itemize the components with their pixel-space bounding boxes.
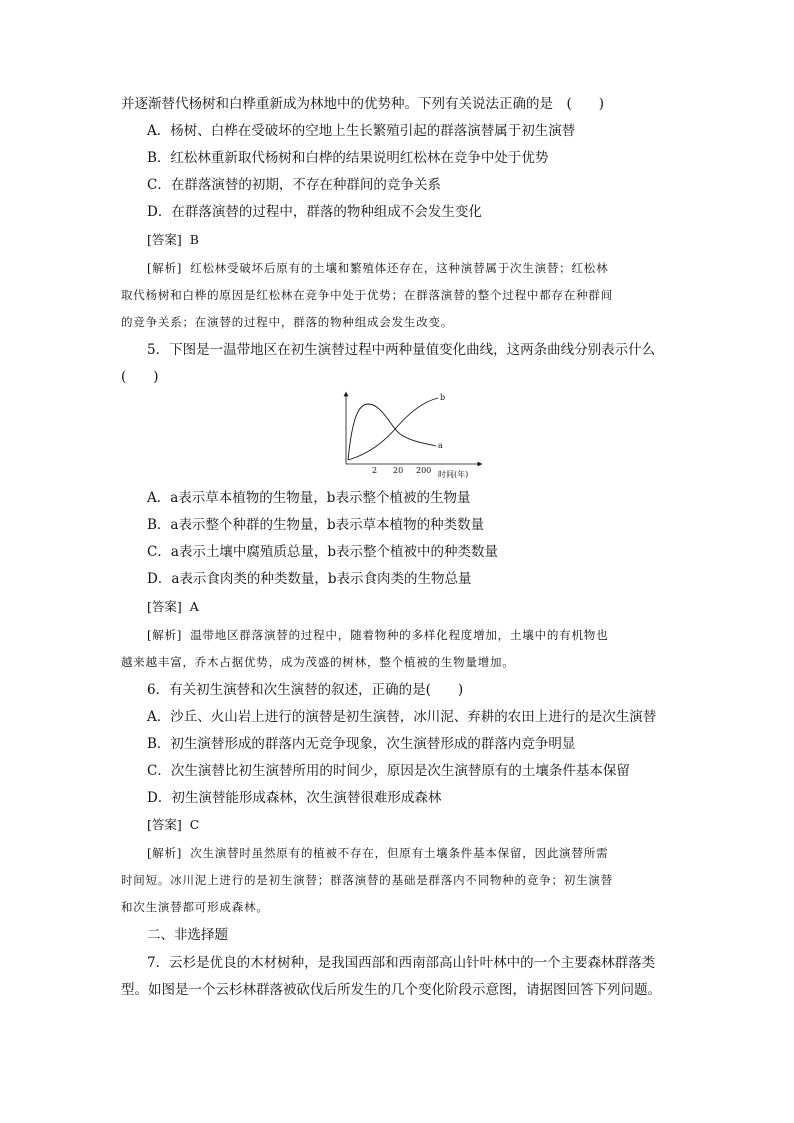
explain-text: 次生演替时虽然原有的植被不存在，但原有土壤条件基本保留，因此演替所需 bbox=[190, 846, 609, 860]
answer-tag: [答案] bbox=[147, 232, 182, 247]
q6-explain-line-1 bbox=[147, 844, 608, 862]
q5-stem-line-1: 5．下图是一温带地区在初生演替过程中两种量值变化曲线，这两条曲线分别表示什么 bbox=[147, 342, 656, 358]
explain-text: 红松林受破坏后原有的土壤和繁殖体还存在，这种演替属于次生演替；红松林 bbox=[190, 261, 609, 275]
q4-option-b: B．红松林重新取代杨树和白桦的结果说明红松林在竞争中处于优势 bbox=[147, 150, 549, 166]
q6-stem: 6．有关初生演替和次生演替的叙述，正确的是( ) bbox=[147, 682, 464, 698]
q7-line-2: 型。如图是一个云杉林群落被砍伐后所发生的几个变化阶段示意图，请据图回答下列问题。 bbox=[121, 982, 661, 998]
q4-answer bbox=[147, 231, 199, 249]
answer-value: C bbox=[189, 817, 200, 832]
answer-tag: [答案] bbox=[147, 817, 182, 832]
answer-value: A bbox=[189, 599, 199, 614]
q4-explain-line-2: 取代杨树和白桦的原因是红松林在竞争中处于优势；在群落演替的整个过程中都存在种群间 bbox=[121, 288, 613, 302]
q5-stem-line-2: ( ) bbox=[121, 369, 159, 385]
series-label-b: b bbox=[440, 393, 446, 402]
q6-option-b: B．初生演替形成的群落内无竞争现象，次生演替形成的群落内竞争明显 bbox=[147, 736, 576, 752]
x-axis-label: 时间(年) bbox=[438, 470, 469, 479]
q5-explain-line-2: 越来越丰富，乔木占据优势，成为茂盛的树林，整个植被的生物量增加。 bbox=[121, 655, 515, 669]
q5-option-b: B．a表示整个种群的生物量，b表示草本植物的种类数量 bbox=[147, 517, 485, 533]
q6-option-d: D．初生演替能形成森林，次生演替很难形成森林 bbox=[147, 790, 442, 806]
q5-option-c: C．a表示土壤中腐殖质总量，b表示整个植被中的种类数量 bbox=[147, 544, 499, 560]
q6-explain-line-3: 和次生演替都可形成森林。 bbox=[121, 900, 269, 914]
q4-option-a: A．杨树、白桦在受破坏的空地上生长繁殖引起的群落演替属于初生演替 bbox=[147, 123, 576, 139]
q7-line-1: 7．云杉是优良的木材树种，是我国西部和西南部高山针叶林中的一个主要森林群落类 bbox=[147, 955, 656, 971]
answer-value: B bbox=[189, 232, 199, 247]
succession-curve-chart bbox=[338, 390, 488, 480]
explain-tag: [解析] bbox=[147, 261, 183, 275]
q4-explain-line-3: 的竞争关系；在演替的过程中，群落的物种组成会发生改变。 bbox=[121, 315, 454, 329]
q4-option-d: D．在群落演替的过程中，群落的物种组成不会发生变化 bbox=[147, 204, 482, 220]
series-label-a: a bbox=[438, 441, 443, 450]
q6-answer bbox=[147, 816, 199, 834]
q6-explain-line-2: 时间短。冰川泥上进行的是初生演替；群落演替的基础是群落内不同物种的竞争；初生演替 bbox=[121, 873, 613, 887]
explain-text: 温带地区群落演替的过程中，随着物种的多样化程度增加，土壤中的有机物也 bbox=[190, 628, 609, 642]
answer-tag: [答案] bbox=[147, 599, 182, 614]
q5-answer bbox=[147, 598, 199, 616]
q5-option-d: D．a表示食肉类的种类数量，b表示食肉类的生物总量 bbox=[147, 571, 472, 587]
section-title: 二、非选择题 bbox=[147, 927, 228, 943]
explain-tag: [解析] bbox=[147, 628, 183, 642]
x-tick-200: 200 bbox=[416, 466, 432, 475]
q6-option-c: C．次生演替比初生演替所用的时间少，原因是次生演替原有的土壤条件基本保留 bbox=[147, 763, 630, 779]
q5-explain-line-1 bbox=[147, 626, 608, 644]
q4-option-c: C．在群落演替的初期，不存在种群间的竞争关系 bbox=[147, 177, 441, 193]
q4-explain-line-1 bbox=[147, 259, 608, 277]
explain-tag: [解析] bbox=[147, 846, 183, 860]
q6-option-a: A．沙丘、火山岩上进行的演替是初生演替，冰川泥、弃耕的农田上进行的是次生演替 bbox=[147, 709, 657, 725]
x-tick-20: 20 bbox=[393, 466, 404, 475]
q5-option-a: A．a表示草本植物的生物量，b表示整个植被的生物量 bbox=[147, 490, 471, 506]
q4-stem-tail: 并逐渐替代杨树和白桦重新成为林地中的优势种。下列有关说法正确的是 ( ) bbox=[121, 96, 605, 112]
x-tick-2: 2 bbox=[372, 466, 378, 475]
